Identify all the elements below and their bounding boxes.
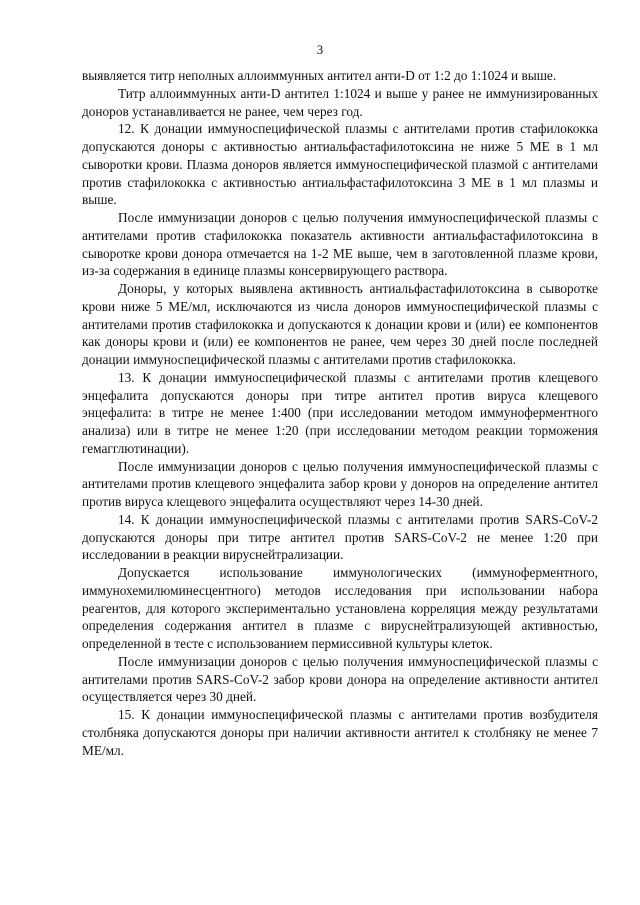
page-number: 3 (316, 43, 324, 57)
paragraph: После иммунизации доноров с целью получения иммуноспецифической плазмы с антителами против клещевого энцефалита забор крови у доноров на определение антител против вируса клещевого энцефалита осуществляют через 14-30 дней. (82, 458, 598, 509)
paragraph: После иммунизации доноров с целью получения иммуноспецифической плазмы с антителами против SARS-CoV-2 забор крови донора на определение активности антител осуществляется через 30 дней. (82, 653, 598, 705)
paragraph: Доноры, у которых выявлена активность антиальфастафилотоксина в сыворотке крови ниже 5 МЕ/мл, исключаются из числа доноров иммуноспецифической плазмы с антителами против стафилококка и допускаются к донации крови и (или) ее компонентов как доноры крови и (или) ее компонентов не ранее, чем через 30 дней после последней донации иммуноспецифической плазмы с антителами против стафилококка. (82, 281, 598, 367)
paragraph: 13. К донации иммуноспецифической плазмы с антителами против клещевого энцефалита допускаются доноры при титре антител против вируса клещевого энцефалита: в титре не менее 1:400 (при исследовании методом иммуноферментного анализа) или в титре не менее 1:20 (при исследовании методом реакции торможения гемагглютинации). (82, 369, 598, 456)
paragraph: 15. К донации иммуноспецифической плазмы с антителами против возбудителя столбняка допускаются доноры при наличии активности антител к столбняку не менее 7 МЕ/мл. (82, 707, 598, 758)
paragraph: 12. К донации иммуноспецифической плазмы с антителами против стафилококка допускаются доноры с активностью антиальфастафилотоксина не ниже 5 МЕ в 1 мл сыворотки крови. Плазма доноров является иммуноспецифической плазмой с антителами против стафилококка с активностью антиальфастафилотоксина 3 МЕ в 1 мл плазмы и выше. (82, 121, 598, 208)
document-body (82, 67, 598, 759)
paragraph: После иммунизации доноров с целью получения иммуноспецифической плазмы с антителами против стафилококка показатель активности антиальфастафилотоксина в сыворотке крови донора отмечается на 1-2 МЕ выше, чем в заготовленной плазме крови, из-за содержания в единице плазмы консервирующего раствора. (82, 210, 598, 279)
paragraph: 14. К донации иммуноспецифической плазмы с антителами против SARS-CoV-2 допускаются доноры при титре антител против SARS-CoV-2 не менее 1:20 при исследовании в реакции вируснейтрализации. (82, 511, 598, 563)
paragraph: Допускается использование иммунологических (иммуноферментного, иммунохемилюминесцентного) методов исследования при использовании набора реагентов, для которого экспериментально установлена корреляция между результатами определения содержания антител в плазме с вируснейтрализующей активностью, определенной в тесте с использованием пермиссивной культуры клеток. (82, 565, 598, 651)
paragraph: выявляется титр неполных аллоиммунных антител анти-D от 1:2 до 1:1024 и выше. (82, 68, 557, 83)
paragraph: Титр аллоиммунных анти-D антител 1:1024 и выше у ранее не иммунизированных доноров устанавливается не ранее, чем через год. (82, 85, 598, 119)
